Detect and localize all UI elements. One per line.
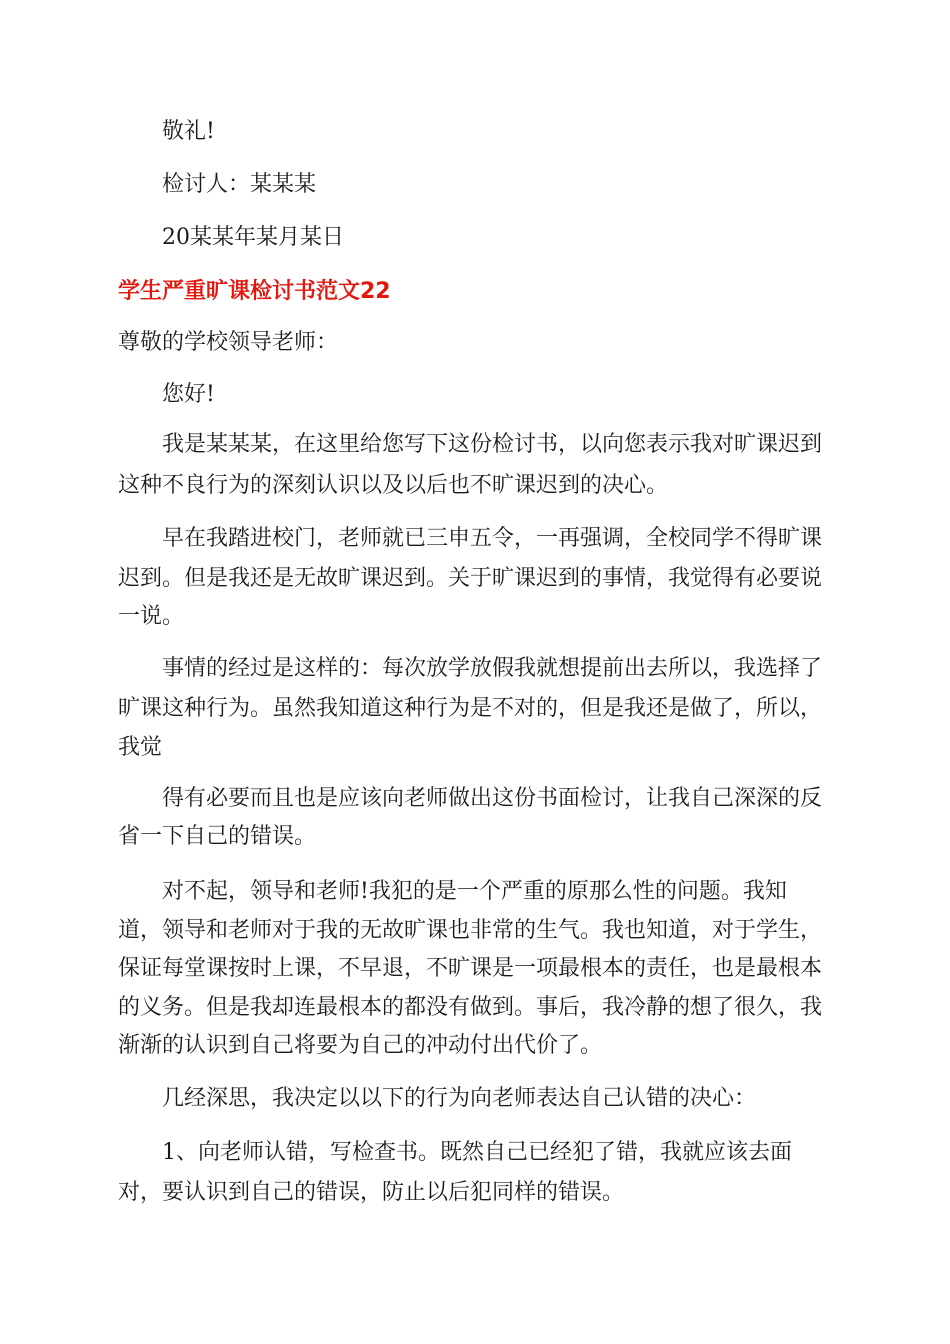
closing-salute: 敬礼! xyxy=(162,119,215,144)
paragraph-line: 我觉 xyxy=(118,735,163,760)
section-heading: 学生严重旷课检讨书范文22 xyxy=(118,279,391,304)
date-line: 20某某年某月某日 xyxy=(162,225,344,250)
paragraph-line: 的义务。但是我却连最根本的都没有做到。事后，我冷静的想了很久，我 xyxy=(118,995,823,1020)
paragraph-line: 早在我踏进校门，老师就已三申五令，一再强调，全校同学不得旷课 xyxy=(162,526,823,551)
greeting: 您好! xyxy=(162,382,215,407)
paragraph-line: 省一下自己的错误。 xyxy=(118,824,317,849)
paragraph-line: 一说。 xyxy=(118,604,185,629)
paragraph-line: 保证每堂课按时上课，不早退，不旷课是一项最根本的责任，也是最根本 xyxy=(118,956,823,981)
salutation: 尊敬的学校领导老师： xyxy=(118,330,339,355)
paragraph-line: 迟到。但是我还是无故旷课迟到。关于旷课迟到的事情，我觉得有必要说 xyxy=(118,566,823,591)
paragraph-line: 渐渐的认识到自己将要为自己的冲动付出代价了。 xyxy=(118,1033,603,1058)
paragraph-line: 这种不良行为的深刻认识以及以后也不旷课迟到的决心。 xyxy=(118,473,669,498)
paragraph-line: 旷课这种行为。虽然我知道这种行为是不对的，但是我还是做了，所以， xyxy=(118,696,823,721)
paragraph-line: 事情的经过是这样的：每次放学放假我就想提前出去所以，我选择了 xyxy=(162,656,823,681)
paragraph-line: 1、向老师认错，写检查书。既然自己已经犯了错，我就应该去面 xyxy=(162,1140,792,1165)
paragraph-line: 得有必要而且也是应该向老师做出这份书面检讨，让我自己深深的反 xyxy=(162,786,823,811)
paragraph-line: 几经深思，我决定以以下的行为向老师表达自己认错的决心： xyxy=(162,1086,757,1111)
paragraph-line: 对不起，领导和老师!我犯的是一个严重的原那么性的问题。我知 xyxy=(162,879,787,904)
signature: 检讨人：某某某 xyxy=(162,172,317,197)
paragraph-line: 道，领导和老师对于我的无故旷课也非常的生气。我也知道，对于学生， xyxy=(118,918,823,943)
paragraph-line: 我是某某某，在这里给您写下这份检讨书，以向您表示我对旷课迟到 xyxy=(162,432,823,457)
paragraph-line: 对，要认识到自己的错误，防止以后犯同样的错误。 xyxy=(118,1180,625,1205)
